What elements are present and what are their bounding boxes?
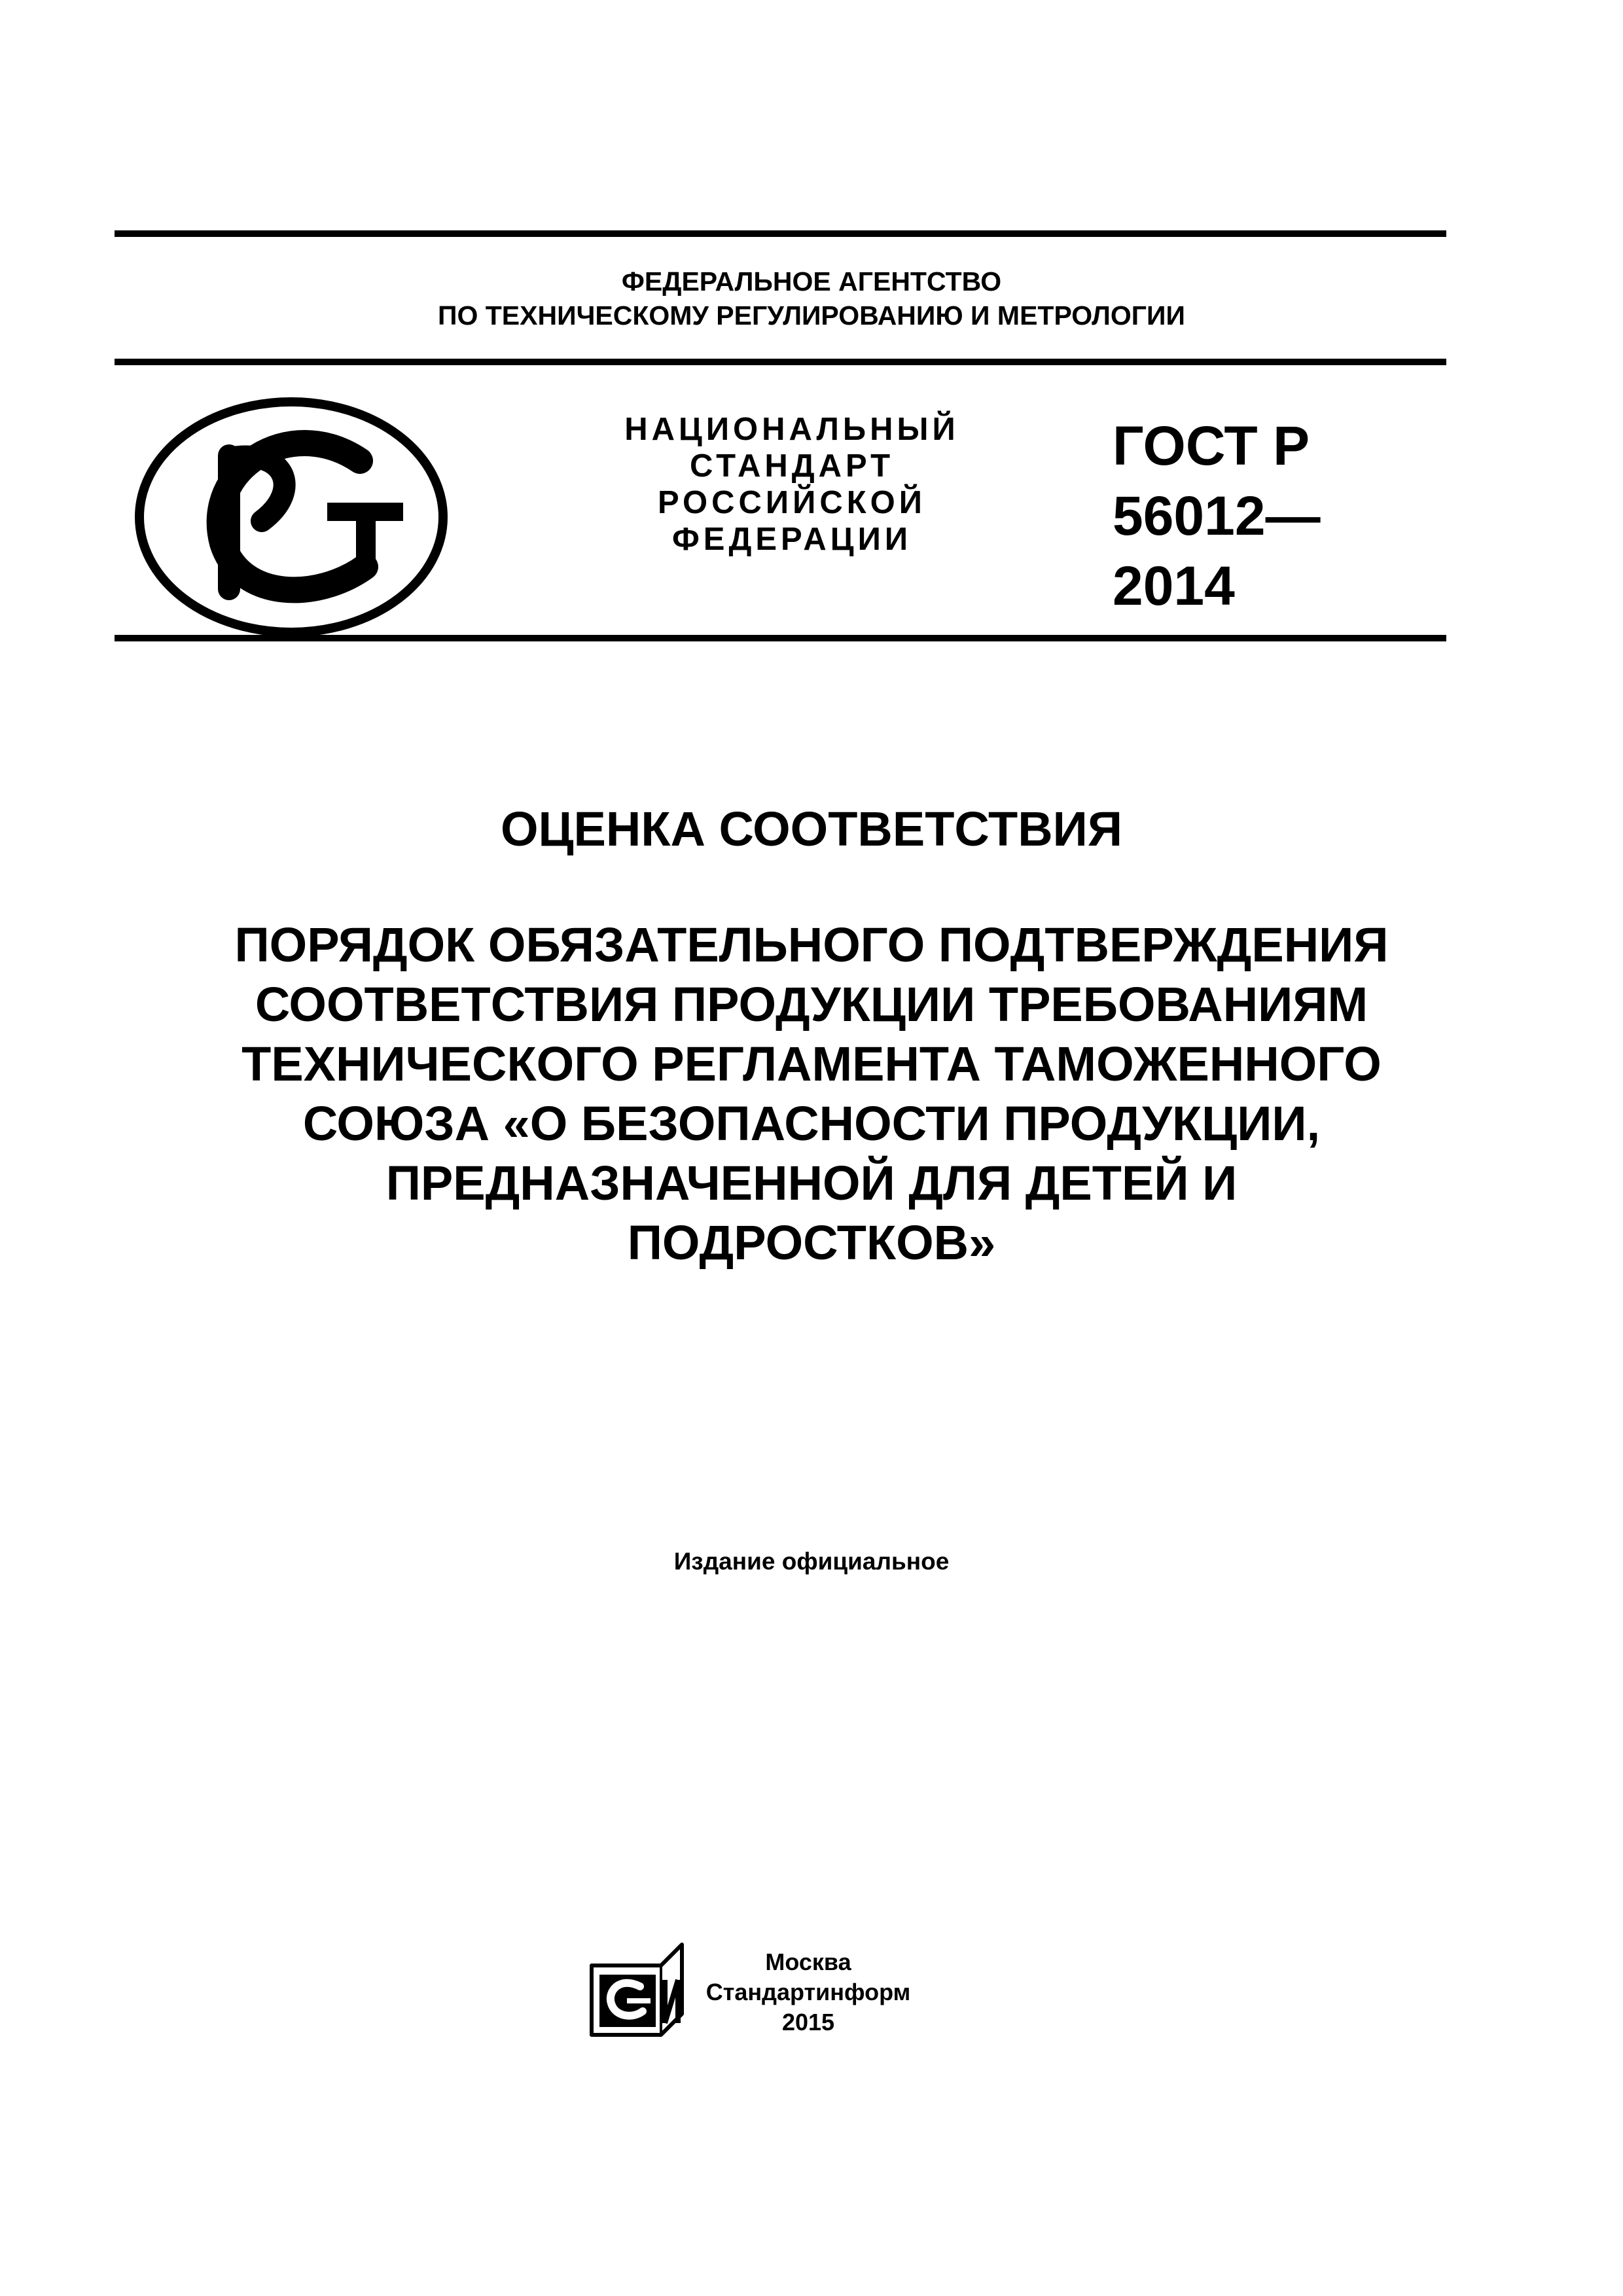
standard-type: [543, 411, 1041, 558]
agency-name: [0, 264, 1623, 332]
document-subtitle: [0, 915, 1623, 1272]
header-rule: [115, 359, 1446, 365]
standartinform-logo-icon: [588, 1941, 686, 2039]
top-rule: [115, 230, 1446, 237]
publisher-name: Стандартинформ: [705, 1979, 911, 2005]
rst-conformity-mark-icon: [131, 393, 452, 641]
publisher-year: 2015: [781, 2009, 835, 2036]
standard-type-line-3: РОССИЙСКОЙ: [658, 485, 926, 520]
edition-label: Издание официальное: [673, 1548, 950, 1575]
standard-designation: [1113, 411, 1427, 621]
standard-type-line-2: СТАНДАРТ: [689, 448, 895, 484]
agency-line-2: ПО ТЕХНИЧЕСКОМУ РЕГУЛИРОВАНИЮ И МЕТРОЛОГИИ: [438, 300, 1185, 331]
subtitle-line: ПРЕДНАЗНАЧЕННОЙ ДЛЯ ДЕТЕЙ И: [385, 1156, 1238, 1210]
designation-line-3: 2014: [1113, 555, 1235, 617]
publisher-city: Москва: [765, 1948, 851, 1975]
agency-line-1: ФЕДЕРАЛЬНОЕ АГЕНТСТВО: [621, 266, 1002, 296]
subtitle-line: ПОРЯДОК ОБЯЗАТЕЛЬНОГО ПОДТВЕРЖДЕНИЯ: [234, 918, 1389, 972]
publisher-block: [687, 1947, 929, 2037]
subtitle-line: СОЮЗА «О БЕЗОПАСНОСТИ ПРОДУКЦИИ,: [302, 1096, 1321, 1151]
subtitle-line: ПОДРОСТКОВ»: [627, 1215, 996, 1270]
subtitle-line: ТЕХНИЧЕСКОГО РЕГЛАМЕНТА ТАМОЖЕННОГО: [241, 1037, 1382, 1091]
standard-type-line-4: ФЕДЕРАЦИИ: [671, 522, 912, 557]
standard-type-line-1: НАЦИОНАЛЬНЫЙ: [624, 412, 959, 447]
designation-line-1: ГОСТ Р: [1113, 415, 1310, 476]
designation-line-2: 56012—: [1113, 485, 1321, 547]
subtitle-line: СООТВЕТСТВИЯ ПРОДУКЦИИ ТРЕБОВАНИЯМ: [255, 977, 1368, 1031]
document-title: ОЦЕНКА СООТВЕТСТВИЯ: [500, 802, 1123, 856]
bottom-header-rule: [115, 635, 1446, 641]
